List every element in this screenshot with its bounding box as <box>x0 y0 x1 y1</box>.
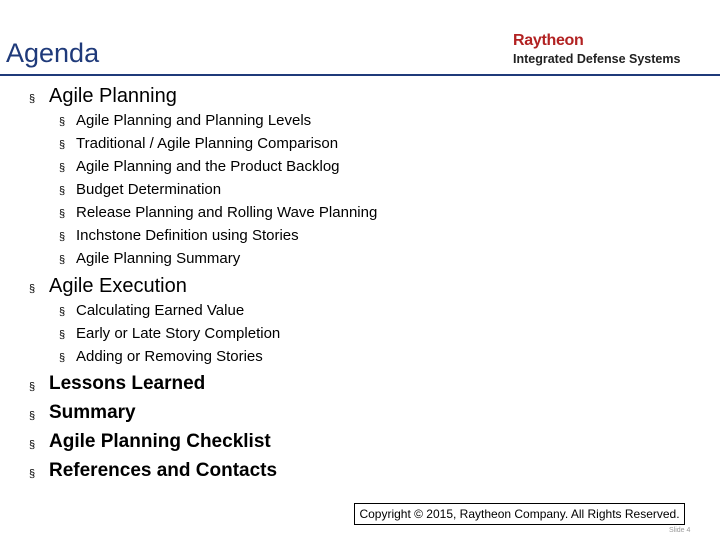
logo-brand-name: Raytheon <box>513 32 584 49</box>
bullet-icon: § <box>29 93 36 105</box>
agenda-subitem: Calculating Earned Value <box>76 302 245 319</box>
slide-number: Slide 4 <box>669 527 691 534</box>
agenda-subitem: Early or Late Story Completion <box>76 325 281 342</box>
logo-division-name: Integrated Defense Systems <box>513 52 681 66</box>
agenda-subitem: Agile Planning and the Product Backlog <box>76 158 340 175</box>
bullet-icon: § <box>59 116 66 128</box>
agenda-subitem: Agile Planning Summary <box>76 250 241 267</box>
bullet-icon: § <box>59 185 66 197</box>
agenda-item-references-and-contacts: References and Contacts <box>49 460 278 481</box>
bullet-icon: § <box>29 381 36 393</box>
bullet-icon: § <box>59 162 66 174</box>
title-divider <box>0 74 720 76</box>
raytheon-logo <box>513 32 680 66</box>
agenda-item-agile-planning: Agile Planning <box>49 85 177 107</box>
copyright-notice: Copyright © 2015, Raytheon Company. All Rights Reserved. <box>354 503 685 525</box>
bullet-icon: § <box>59 231 66 243</box>
bullet-icon: § <box>59 352 66 364</box>
agenda-subitem: Inchstone Definition using Stories <box>76 227 299 244</box>
agenda-item-summary: Summary <box>49 402 136 423</box>
agenda-subitem: Budget Determination <box>76 181 222 198</box>
bullet-icon: § <box>59 329 66 341</box>
agenda-item-lessons-learned: Lessons Learned <box>49 373 206 394</box>
bullet-icon: § <box>59 306 66 318</box>
bullet-icon: § <box>59 139 66 151</box>
slide-title: Agenda <box>6 38 100 68</box>
bullet-icon: § <box>59 208 66 220</box>
bullet-icon: § <box>29 283 36 295</box>
bullet-icon: § <box>59 254 66 266</box>
agenda-subitem: Traditional / Agile Planning Comparison <box>76 135 339 152</box>
agenda-item-agile-execution: Agile Execution <box>49 275 187 297</box>
agenda-subitem: Adding or Removing Stories <box>76 348 263 365</box>
bullet-icon: § <box>29 468 36 480</box>
bullet-icon: § <box>29 439 36 451</box>
agenda-subitem: Agile Planning and Planning Levels <box>76 112 312 129</box>
agenda-subitem: Release Planning and Rolling Wave Planning <box>76 204 378 221</box>
agenda-item-agile-planning-checklist: Agile Planning Checklist <box>49 431 271 452</box>
bullet-icon: § <box>29 410 36 422</box>
